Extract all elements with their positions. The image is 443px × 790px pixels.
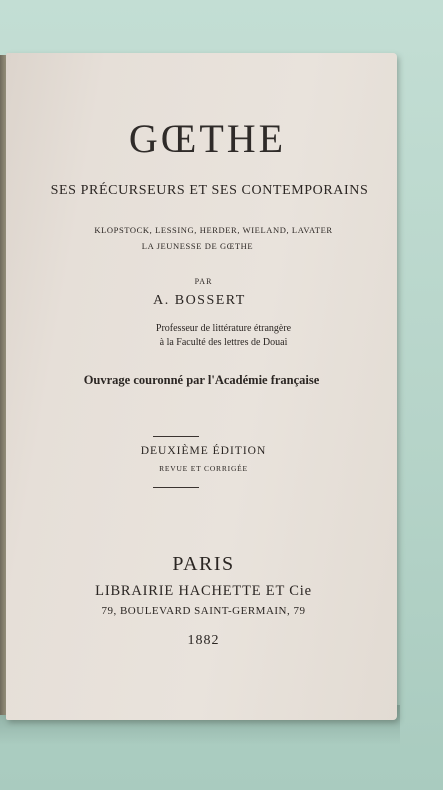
by-label: PAR <box>194 277 213 286</box>
edition-label: DEUXIÈME ÉDITION <box>140 445 267 457</box>
names-line-1: KLOPSTOCK, LESSING, HERDER, WIELAND, LAVATER <box>94 225 333 235</box>
book-title: GŒTHE <box>128 116 287 161</box>
author-role: Professeur de littérature étrangère <box>155 323 292 334</box>
divider-top <box>153 436 199 437</box>
divider-bottom <box>153 487 199 488</box>
title-page <box>6 53 397 720</box>
revision-label: REVUE ET CORRIGÉE <box>159 464 248 473</box>
publication-year: 1882 <box>187 633 220 648</box>
author-faculty: à la Faculté des lettres de Douai <box>159 337 288 348</box>
award-line: Ouvrage couronné par l'Académie française <box>83 373 320 387</box>
publisher-address: 79, BOULEVARD SAINT-GERMAIN, 79 <box>101 605 306 617</box>
names-line-2: LA JEUNESSE DE GŒTHE <box>141 241 254 251</box>
publication-city: PARIS <box>172 553 235 575</box>
publisher-name: LIBRAIRIE HACHETTE ET Cie <box>95 583 312 599</box>
author-name: A. BOSSERT <box>153 293 246 308</box>
book-subtitle: SES PRÉCURSEURS ET SES CONTEMPORAINS <box>50 183 369 198</box>
